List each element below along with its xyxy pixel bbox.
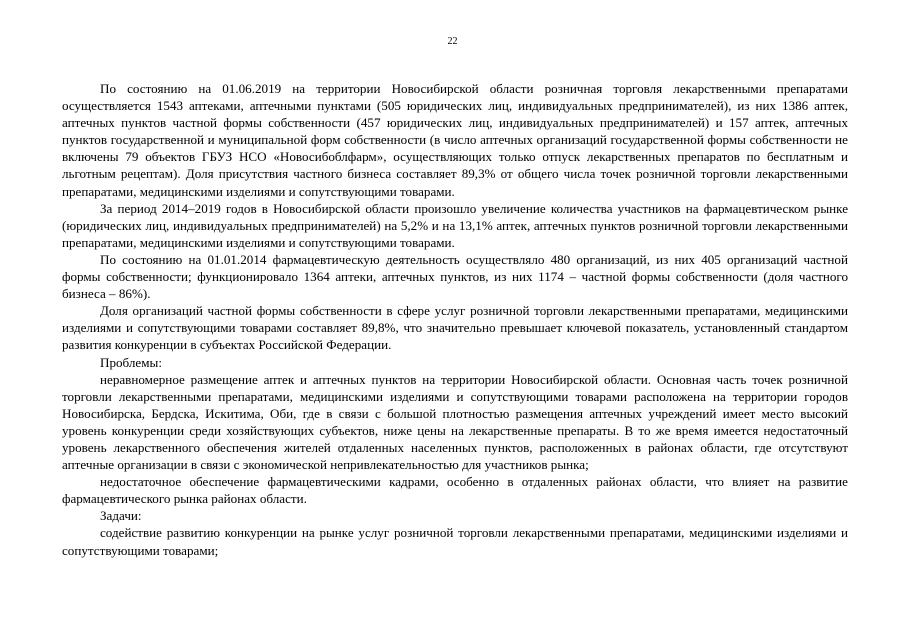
problem-uneven-distribution: неравномерное размещение аптек и аптечных пунктов на территории Новосибирской области. Основная часть точек розничной торговли лекарственными препаратами, медицинскими изделиями и сопутствующими товарами расположена на территории городов Новосибирска, Бердска, Искитима, Оби, где в связи с большой плотностью размещения аптечных учреждений имеет место высокий уровень конкуренции среди хозяйствующих субъектов, ниже цены на лекарственные препараты. В то же время имеется недостаточный уровень лекарственного обеспечения жителей отдаленных населенных пунктов, расположенных в районах области, где отсутствуют аптечные организации в связи с экономической непривлекательностью для участников рынка;: [62, 371, 848, 473]
page-number: 22: [447, 36, 458, 47]
paragraph-private-share: Доля организаций частной формы собственности в сфере услуг розничной торговли лекарственными препаратами, медицинскими изделиями и сопутствующими товарами составляет 89,8%, что значительно превышает ключевой показатель, установленный стандартом развития конкуренции в субъектах Российской Федерации.: [62, 303, 848, 353]
problem-staff-shortage: недостаточное обеспечение фармацевтическими кадрами, особенно в отдаленных районах области, что влияет на развитие фармацевтического рынка районах области.: [62, 474, 848, 507]
paragraph-2014-status: По состоянию на 01.01.2014 фармацевтическую деятельность осуществляло 480 организаций, из них 405 организаций частной формы собственности; функционировало 1364 аптеки, аптечных пунктов, из них 1174 – частной формы собственности (доля частного бизнеса – 86%).: [62, 251, 848, 302]
document-body: [62, 80, 848, 559]
tasks-heading: Задачи:: [100, 508, 142, 524]
paragraph-market-growth: За период 2014–2019 годов в Новосибирской области произошло увеличение количества участников на фармацевтическом рынке (юридических лиц, индивидуальных предпринимателей) на 5,2% и на 13,1% аптек, аптечных пунктов розничной торговли лекарственными препаратами, медицинскими изделиями и сопутствующими товарами.: [62, 200, 848, 250]
paragraph-pharmacy-count: По состоянию на 01.06.2019 на территории Новосибирской области розничная торговля лекарственными препаратами осуществляется 1543 аптеками, аптечными пунктами (505 юридических лиц, индивидуальных предпринимателей), из них 1386 аптек, аптечных пунктов частной формы собственности (457 юридических лиц, индивидуальных предпринимателей) и 157 аптек, аптечных пунктов государственной и муниципальной форм собственности (в число аптечных организаций государственной формы собственности не включены 79 объектов ГБУЗ НСО «Новосибоблфарм», осуществляющих только отпуск лекарственных препаратов по бесплатным и льготным рецептам). Доля присутствия частного бизнеса составляет 89,3% от общего числа точек розничной торговли лекарственными препаратами, медицинскими изделиями и сопутствующими товарами.: [62, 81, 848, 199]
problems-heading: Проблемы:: [100, 354, 162, 370]
task-promote-competition: содействие развитию конкуренции на рынке услуг розничной торговли лекарственными препаратами, медицинскими изделиями и сопутствующими товарами;: [62, 525, 848, 558]
